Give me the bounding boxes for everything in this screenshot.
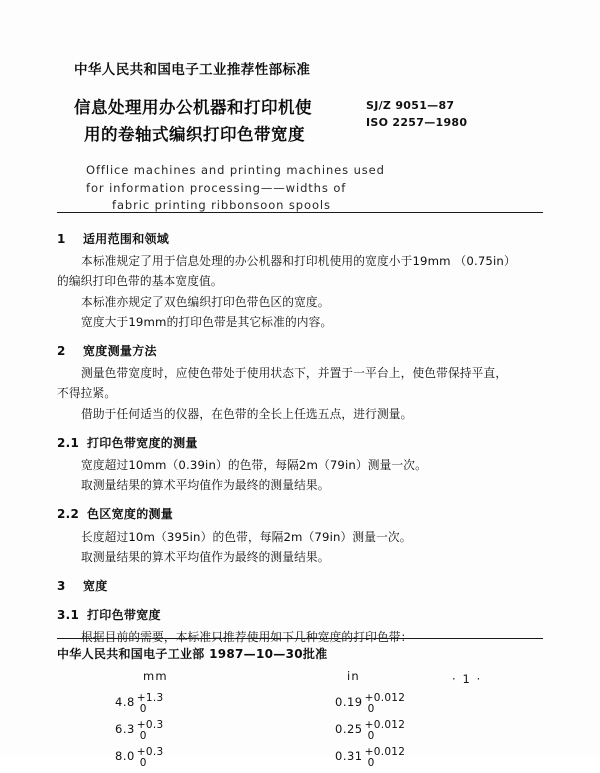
in-tolerance-upper: +0.012: [364, 746, 406, 759]
section-2-2-paragraph-2: 取测量结果的算术平均值作为最终的测量结果。: [81, 549, 330, 564]
section-number-3: 3: [57, 579, 66, 594]
masthead: [0, 0, 600, 215]
title-row: [0, 94, 600, 150]
in-tolerance: [364, 746, 406, 770]
section-2-paragraph-1-line-2: 不得拉紧。: [57, 386, 117, 401]
section-2-paragraph-1-line-1: 测量色带宽度时，应使色带处于使用状态下，并置于一平台上，使色带保持平直，: [81, 366, 508, 381]
section-number-2: 2: [57, 344, 66, 359]
title-en-line-3: fabric printing ribbonsoon spools: [112, 198, 331, 212]
title-en-line-1: Offlice machines and printing machines used: [86, 163, 385, 177]
title-cn-line-1: 信息处理用办公机器和打印机使: [74, 98, 312, 117]
mm-nominal-value: 8.0: [115, 749, 135, 764]
mm-tolerance-upper: +1.3: [136, 692, 164, 705]
section-heading-3: [57, 576, 543, 596]
section-2-1-paragraph-1: 宽度超过10mm（0.39in）的色带，每隔2m（79in）测量一次。: [81, 458, 427, 473]
header-divider-rule: [57, 212, 543, 213]
mm-tolerance-lower: 0: [139, 730, 147, 743]
in-nominal-value: 0.19: [335, 695, 363, 710]
in-tolerance: [364, 692, 406, 716]
mm-tolerance: [136, 719, 164, 743]
mm-tolerance-upper: +0.3: [136, 719, 164, 732]
table-cell-mm: [115, 692, 164, 716]
table-cell-in: [335, 719, 406, 743]
in-tolerance-lower: 0: [367, 703, 375, 716]
section-title-2: 宽度测量方法: [83, 344, 157, 359]
section-title-3: 宽度: [83, 579, 108, 594]
table-column-header-mm: mm: [143, 668, 168, 683]
section-number-3-1: 3.1: [57, 608, 80, 623]
in-tolerance-lower: 0: [367, 730, 375, 743]
section-number-2-2: 2.2: [57, 507, 80, 522]
in-tolerance-upper: +0.012: [364, 692, 406, 705]
section-heading-1: [57, 229, 543, 249]
section-title-2-2: 色区宽度的测量: [87, 507, 174, 522]
in-tolerance: [364, 719, 406, 743]
in-nominal-value: 0.31: [335, 749, 363, 764]
mm-tolerance-upper: +0.3: [136, 746, 164, 759]
issuing-organization: 中华人民共和国电子工业推荐性部标准: [74, 62, 311, 78]
document-title-english: [86, 162, 416, 215]
title-en-line-2: for information processing——widths of: [86, 180, 347, 195]
mm-nominal-value: 4.8: [115, 695, 135, 710]
in-nominal-value: 0.25: [335, 722, 363, 737]
page-number: · 1 ·: [452, 672, 482, 686]
mm-nominal-value: 6.3: [115, 722, 135, 737]
section-heading-2-2: [57, 504, 543, 524]
section-heading-2-1: [57, 433, 543, 453]
section-2-2-paragraph-1: 长度超过10m（395in）的色带，每隔2m（79in）测量一次。: [81, 529, 412, 544]
section-number-2-1: 2.1: [57, 435, 80, 450]
section-2-paragraph-2: 借助于任何适当的仪器，在色带的全长上任选五点，进行测量。: [81, 406, 413, 421]
footer-divider-rule: [57, 638, 543, 639]
section-title-2-1: 打印色带宽度的测量: [87, 435, 198, 450]
section-number-1: 1: [57, 232, 66, 246]
section-heading-3-1: [57, 605, 543, 625]
section-heading-2: [57, 341, 543, 361]
title-cn-line-2: 用的卷轴式编织打印色带宽度: [84, 125, 305, 144]
document-title-chinese: [74, 94, 359, 148]
standard-number-national: SJ/Z 9051—87: [366, 99, 455, 112]
section-1-paragraph-1-line-2: 的编织打印色带的基本宽度值。: [57, 274, 223, 289]
standard-number-iso: ISO 2257—1980: [366, 116, 468, 129]
in-tolerance-lower: 0: [367, 757, 375, 770]
table-cell-in: [335, 692, 406, 716]
table-column-header-in: in: [347, 668, 360, 683]
mm-tolerance: [136, 746, 164, 770]
section-3-1-paragraph-1: 根据目前的需要，本标准只推荐使用如下几种宽度的打印色带：: [81, 630, 413, 645]
table-cell-mm: [115, 719, 164, 743]
mm-tolerance: [136, 692, 164, 716]
section-2-1-paragraph-2: 取测量结果的算术平均值作为最终的测量结果。: [81, 478, 330, 493]
mm-tolerance-lower: 0: [139, 757, 147, 770]
section-title-1: 适用范围和领域: [83, 232, 170, 246]
approval-statement: 中华人民共和国电子工业部 1987—10—30批准: [57, 647, 328, 661]
in-tolerance-upper: +0.012: [364, 719, 406, 732]
standard-numbers: [366, 97, 467, 131]
section-1-paragraph-1-line-1: 本标准规定了用于信息处理的办公机器和打印机使用的宽度小于19mm （0.75in）: [81, 254, 516, 269]
mm-tolerance-lower: 0: [139, 703, 147, 716]
section-1-paragraph-3: 宽度大于19mm的打印色带是其它标准的内容。: [81, 314, 333, 329]
section-1-paragraph-2: 本标准亦规定了双色编织打印色带色区的宽度。: [81, 294, 330, 309]
section-title-3-1: 打印色带宽度: [87, 608, 161, 623]
